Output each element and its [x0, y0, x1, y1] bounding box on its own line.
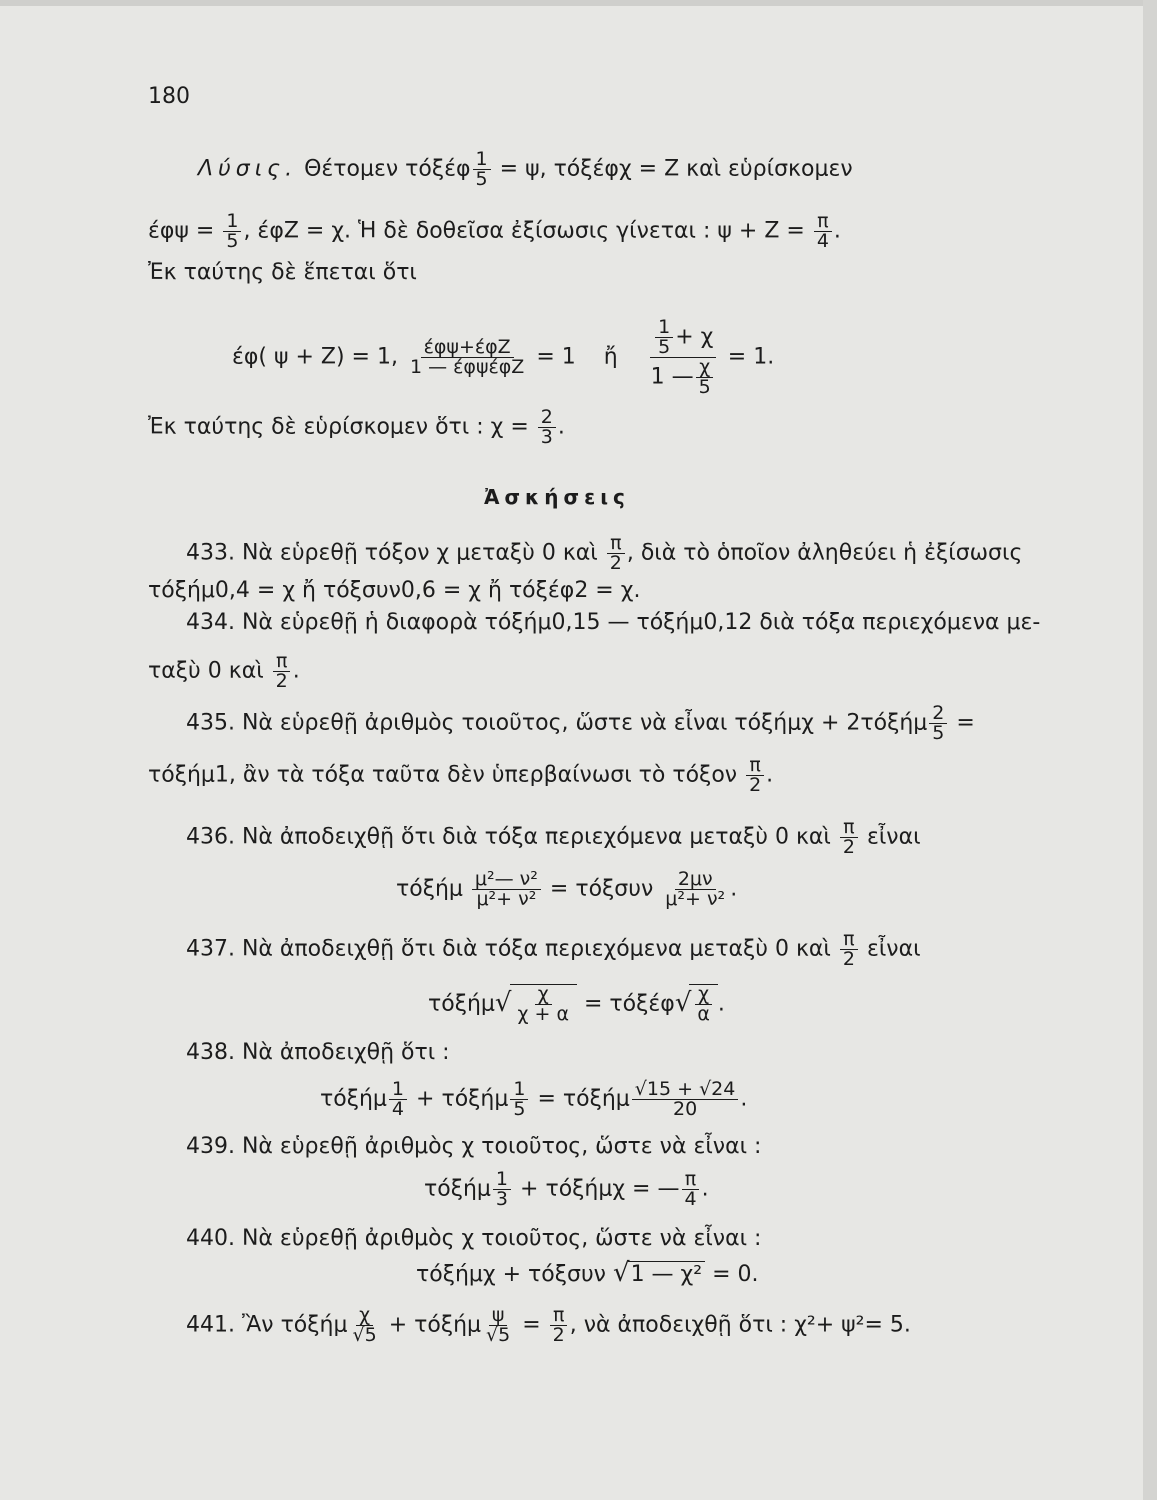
- radical-sign-3: √: [612, 1258, 630, 1288]
- exercise-437-line-1: 437. Νὰ ἀποδειχθῇ ὅτι διὰ τόξα περιεχόμενα μεταξὺ 0 καὶ $\frac{\pi}{2}$ εἶναι: [186, 928, 921, 970]
- solution-text-1a: Θέτομεν τόξέφ: [304, 156, 471, 182]
- exercise-439-equation: τόξήμ $\frac{1}{3}$ + τόξήμχ = — $\frac{\pi}{4}$ .: [424, 1168, 709, 1210]
- exercise-434-line-2: ταξὺ 0 καὶ $\frac{\pi}{2}$ .: [148, 650, 300, 692]
- radical-sign-2: √: [674, 987, 692, 1018]
- fraction-one-fifth-2: $\frac{1}{5}$: [223, 212, 241, 251]
- solution-label: Λύσις.: [198, 156, 298, 182]
- exercise-436-line-1: 436. Νὰ ἀποδειχθῇ ὅτι διὰ τόξα περιεχόμενα μεταξὺ 0 καὶ $\frac{\pi}{2}$ εἶναι: [186, 816, 921, 858]
- exercise-438-line-1: 438. Νὰ ἀποδειχθῇ ὅτι :: [186, 1040, 450, 1065]
- exercise-438-equation: τόξήμ $\frac{1}{4}$ + τόξήμ $\frac{1}{5}$ = τόξήμ $\frac{√15 + √24}{20}$ .: [320, 1078, 748, 1120]
- exercise-439-line-1: 439. Νὰ εὑρεθῇ ἀριθμὸς χ τοιοῦτος, ὥστε νὰ εἶναι :: [186, 1134, 762, 1159]
- solution-equation: έφ( ψ + Ζ) = 1, $\frac{\text{έφψ+έφΖ}}{\text{1 — έφψέφΖ}}$ = 1 ἤ $\frac{1}{5}$ + χ 1 — $\frac{\chi}{5}$ = 1.: [232, 316, 775, 398]
- radical-sign: √: [494, 987, 512, 1018]
- solution-line-1: [198, 150, 853, 189]
- exercise-433-line-2: τόξήμ0,4 = χ ἤ τόξσυν0,6 = χ ἤ τόξέφ2 = χ.: [148, 578, 641, 603]
- exercise-435-line-2: τόξήμ1, ἂν τὰ τόξα ταῦτα δὲν ὑπερβαίνωσι τὸ τόξον $\frac{\pi}{2}$ .: [148, 754, 774, 796]
- page-number: 180: [148, 84, 190, 109]
- top-edge: [0, 0, 1157, 6]
- exercise-440-line-1: 440. Νὰ εὑρεθῇ ἀριθμὸς χ τοιοῦτος, ὥστε νὰ εἶναι :: [186, 1226, 762, 1251]
- exercise-436-equation: τόξήμ $\frac{\text{μ²— ν²}}{\text{μ²+ ν²}}$ = τόξσυν $\frac{2\mu\nu}{\text{μ²+ ν²}}$ .: [396, 868, 738, 910]
- page-right-edge: [1143, 0, 1157, 1500]
- fraction-two-thirds: $\frac{2}{3}$: [538, 408, 556, 447]
- fraction-pi-over-4: $\frac{\pi}{4}$: [814, 212, 832, 251]
- solution-line-5: Ἐκ ταύτης δὲ εὑρίσκομεν ὅτι : χ = $\frac{2}{3}$ .: [148, 406, 565, 448]
- fraction-one-fifth: $\frac{1}{5}$: [473, 150, 491, 189]
- exercise-434-line-1: 434. Νὰ εὑρεθῇ ἡ διαφορὰ τόξήμ0,15 — τόξήμ0,12 διὰ τόξα περιεχόμενα με-: [186, 610, 1041, 635]
- solution-text-1b: = ψ, τόξέφχ = Ζ καὶ εὑρίσκομεν: [499, 156, 853, 182]
- fraction-compound: $\frac{1}{5}$ + χ 1 — $\frac{\chi}{5}$: [648, 318, 719, 397]
- fraction-tan-sum: $\frac{\text{έφψ+έφΖ}}{\text{1 — έφψέφΖ}}$: [409, 336, 525, 378]
- solution-line-2: έφψ = $\frac{1}{5}$ , έφΖ = χ. Ἡ δὲ δοθεῖσα ἐξίσωσις γίνεται : ψ + Ζ = $\frac{\pi}{4}$ .: [148, 210, 841, 252]
- exercise-440-equation: τόξήμχ + τόξσυν √1 — χ² = 0.: [416, 1258, 759, 1288]
- exercise-441: 441. Ἂν τόξήμ $\frac{\chi}{√5}$ + τόξήμ $\frac{\psi}{√5}$ = $\frac{\pi}{2}$ , νὰ ἀποδειχθῇ ὅτι : χ²+ ψ²= 5.: [186, 1304, 911, 1346]
- solution-line-3: Ἐκ ταύτης δὲ ἕπεται ὅτι: [148, 260, 417, 285]
- exercise-437-equation: τόξήμ√ $\frac{\chi}{\chi + \alpha}$ = τόξέφ√ $\frac{\chi}{\alpha}$ .: [428, 983, 725, 1025]
- exercise-435-line-1: 435. Νὰ εὑρεθῇ ἀριθμὸς τοιοῦτος, ὥστε νὰ εἶναι τόξήμχ + 2τόξήμ $\frac{2}{5}$ =: [186, 702, 975, 744]
- exercise-433-line-1: 433. Νὰ εὑρεθῇ τόξον χ μεταξὺ 0 καὶ $\frac{\pi}{2}$ , διὰ τὸ ὁποῖον ἀληθεύει ἡ ἐξίσωσις: [186, 532, 1023, 574]
- exercises-heading: Ἀσκήσεις: [484, 485, 630, 509]
